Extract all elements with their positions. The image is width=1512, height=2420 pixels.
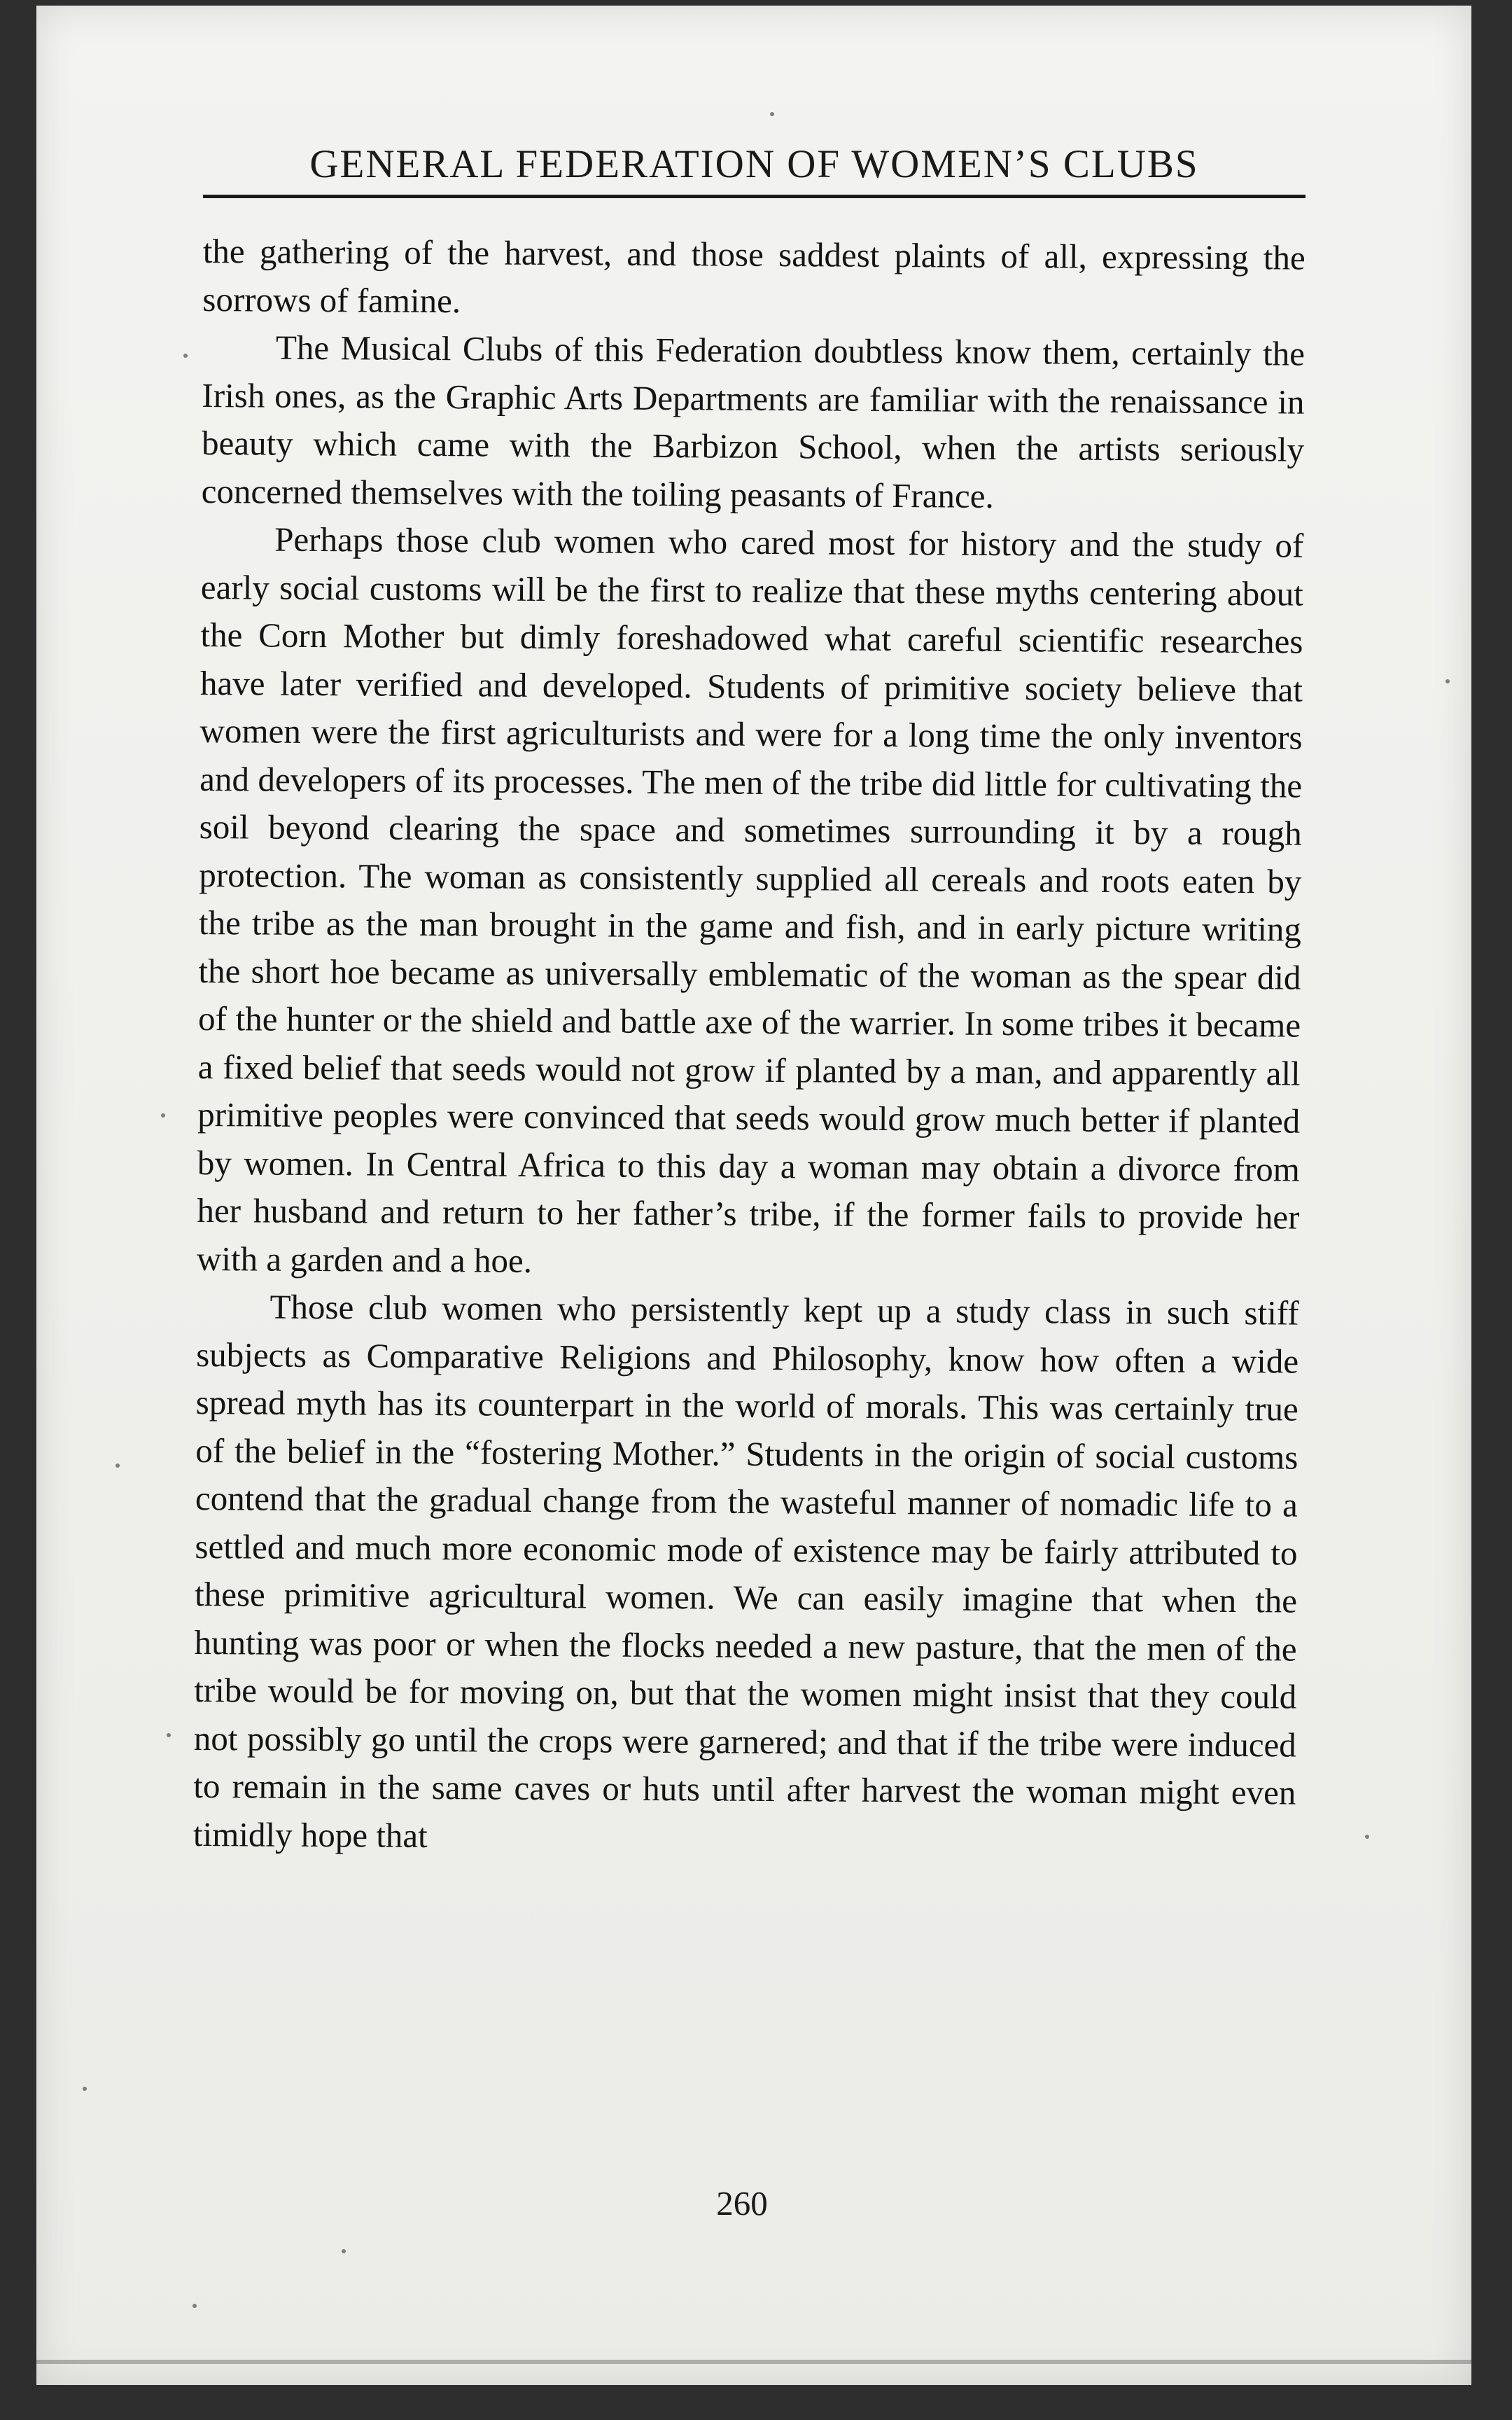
scan-speck xyxy=(161,1113,165,1118)
paragraph-continuation: the gathering of the harvest, and those saddest plaints of all, expressing the sorrows of famine. xyxy=(202,231,1306,320)
scan-speck xyxy=(1446,679,1450,683)
scan-speck xyxy=(115,1463,120,1468)
scan-speck xyxy=(183,354,188,358)
running-head xyxy=(203,132,1306,198)
scan-speck xyxy=(192,2304,197,2308)
scan-speck xyxy=(1365,1835,1369,1839)
paragraph-musical-clubs: The Musical Clubs of this Federation doubtless know them, certainly the Irish ones, as the Graphic Arts Departments are familiar with the renaissance in beauty which came with the Barbizon School, when the artists seriously concerned themselves with the toiling peasants of France. xyxy=(201,328,1306,515)
scan-speck xyxy=(770,112,774,116)
page-number: 260 xyxy=(716,2184,768,2223)
paragraph-study-class: Those club women who persistently kept up a study class in such stiff subjects as Comparative Religions and Philosophy, know how often a wide spread myth has its counterpart in the world of morals. This was certainly true of the belief in the “fostering Mother.” Students in the origin of social customs contend that the gradual change from the wasteful manner of nomadic life to a settled and much more economic mode of existence may be fairly attributed to these primitive agricultural women. We can easily imagine that when the hunting was poor or when the flocks needed a new pasture, that the men of the tribe would be for moving on, but that the women might insist that they could not possibly go until the crops were garnered; and that if the tribe were induced to remain in the same caves or huts until after harvest the woman might even timidly hope that xyxy=(192,1287,1299,1855)
scan-speck xyxy=(342,2249,346,2253)
running-title: GENERAL FEDERATION OF WOMEN’S CLUBS xyxy=(309,142,1199,186)
sheet-bottom-edge xyxy=(36,2360,1471,2364)
scan-speck xyxy=(83,2087,87,2091)
paragraph-history: Perhaps those club women who cared most for history and the study of early social customs will be the first to realize that these myths centering about the Corn Mother but dimly foreshadowed what careful scientific researches have later verified and developed. Students of primitive society believe that women were the first agriculturists and were for a long time the only inventors and developers of its processes. The men of the tribe did little for cultivating the soil beyond clearing the space and sometimes surrounding it by a rough protection. The woman as consistently supplied all cereals and roots eaten by the tribe as the man brought in the game and fish, and in early picture writing the short hoe became as universally emblematic of the woman as the spear did of the hunter or the shield and battle axe of the warrier. In some tribes it became a fixed belief that seeds would not grow if planted by a man, and apparently all primitive peoples were convinced that seeds would grow much better if planted by women. In Central Africa to this day a woman may obtain a divorce from her husband and return to her father’s tribe, if the former fails to provide her with a garden and a hoe. xyxy=(196,520,1304,1280)
scan-speck xyxy=(167,1733,171,1737)
body-text xyxy=(193,228,1306,1865)
